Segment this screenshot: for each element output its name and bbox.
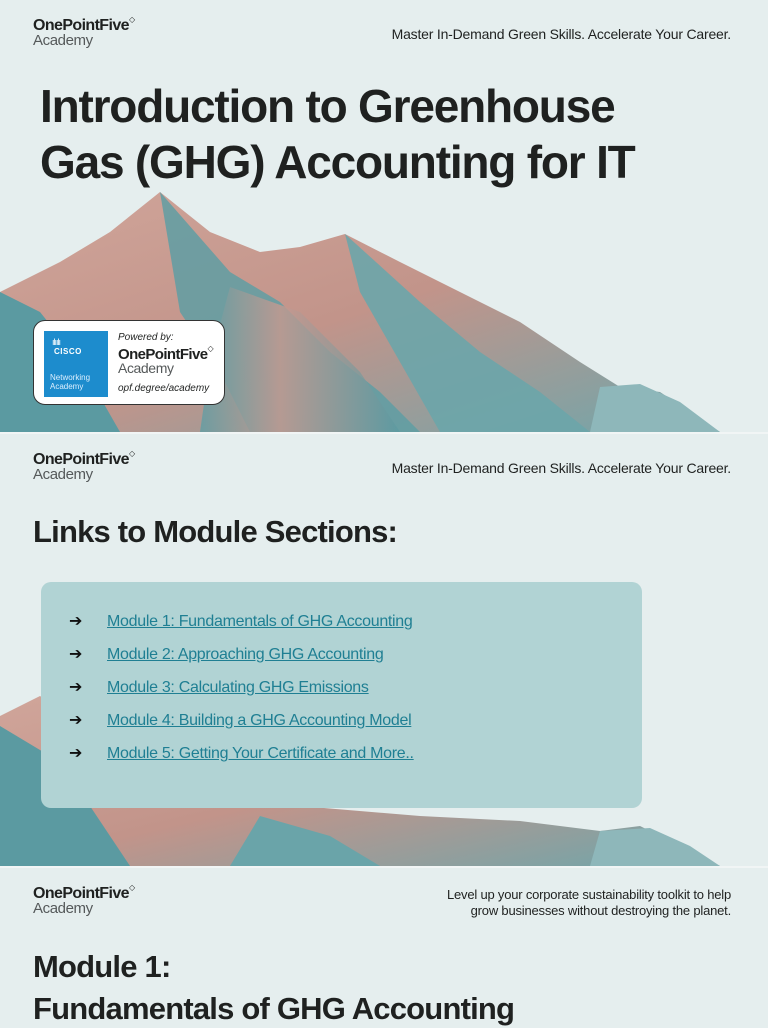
- arrow-right-icon: ➔: [69, 712, 83, 729]
- brand-logo: [33, 15, 135, 49]
- module-3-link[interactable]: Module 3: Calculating GHG Emissions: [107, 679, 369, 696]
- badge-diamond-icon: ◇: [207, 344, 214, 353]
- header-tagline: Master In-Demand Green Skills. Accelerate Your Career.: [391, 26, 731, 42]
- brand-name: OnePointFive: [33, 885, 129, 902]
- module-2-link[interactable]: Module 2: Approaching GHG Accounting: [107, 646, 384, 663]
- module-4-link[interactable]: Module 4: Building a GHG Accounting Model: [107, 712, 412, 729]
- cisco-wordmark: CISCO: [54, 347, 82, 356]
- header-tagline: [447, 887, 731, 919]
- powered-by-label: Powered by:: [118, 332, 174, 343]
- tagline-line-1: Level up your corporate sustainability toolkit to help: [446, 887, 731, 902]
- badge-brand-logo: [118, 344, 214, 376]
- badge-brand-name: OnePointFive: [118, 346, 208, 363]
- diamond-icon: ◇: [128, 449, 135, 458]
- title-line-2: Gas (GHG) Accounting for IT: [40, 136, 635, 188]
- page-header: [33, 449, 731, 492]
- list-item: [69, 645, 642, 678]
- arrow-right-icon: ➔: [69, 613, 83, 630]
- badge-brand-subname: Academy: [118, 360, 174, 376]
- document-title: [40, 78, 740, 190]
- powered-by-badge: [33, 320, 225, 405]
- cover-page: [0, 0, 768, 432]
- section-heading: Links to Module Sections:: [33, 514, 398, 549]
- module-links-list: [41, 582, 642, 777]
- title-line-1: Introduction to Greenhouse: [40, 80, 615, 132]
- tagline-line-2: grow businesses without destroying the planet.: [470, 903, 731, 918]
- list-item: [69, 678, 642, 711]
- links-page: [0, 434, 768, 866]
- brand-name: OnePointFive: [33, 451, 129, 468]
- academy-url: opf.degree/academy: [118, 383, 210, 394]
- module-links-panel: [41, 582, 642, 808]
- cisco-na-line2: Academy: [50, 382, 84, 391]
- brand-subname: Academy: [33, 32, 93, 49]
- module-5-link[interactable]: Module 5: Getting Your Certificate and More..: [107, 745, 414, 762]
- page-header: [33, 15, 731, 58]
- page-header: [33, 883, 731, 926]
- brand-subname: Academy: [33, 466, 93, 483]
- arrow-right-icon: ➔: [69, 646, 83, 663]
- cisco-bars-icon: ılıılı: [52, 337, 61, 347]
- brand-name: OnePointFive: [33, 17, 129, 34]
- diamond-icon: ◇: [128, 883, 135, 892]
- header-tagline: Master In-Demand Green Skills. Accelerate Your Career.: [391, 460, 731, 476]
- arrow-right-icon: ➔: [69, 745, 83, 762]
- module-title: [33, 946, 514, 1028]
- cisco-networking-academy-logo: [44, 331, 108, 397]
- list-item: [69, 744, 642, 777]
- module-title-line-1: Module 1:: [33, 949, 171, 984]
- list-item: [69, 612, 642, 645]
- brand-logo: [33, 449, 135, 483]
- arrow-right-icon: ➔: [69, 679, 83, 696]
- brand-subname: Academy: [33, 900, 93, 917]
- module-title-line-2: Fundamentals of GHG Accounting: [33, 991, 515, 1026]
- list-item: [69, 711, 642, 744]
- cisco-na-line1: Networking: [50, 373, 91, 382]
- module-1-link[interactable]: Module 1: Fundamentals of GHG Accounting: [107, 613, 413, 630]
- brand-logo: [33, 883, 135, 917]
- module-page: [0, 868, 768, 1028]
- diamond-icon: ◇: [128, 15, 135, 24]
